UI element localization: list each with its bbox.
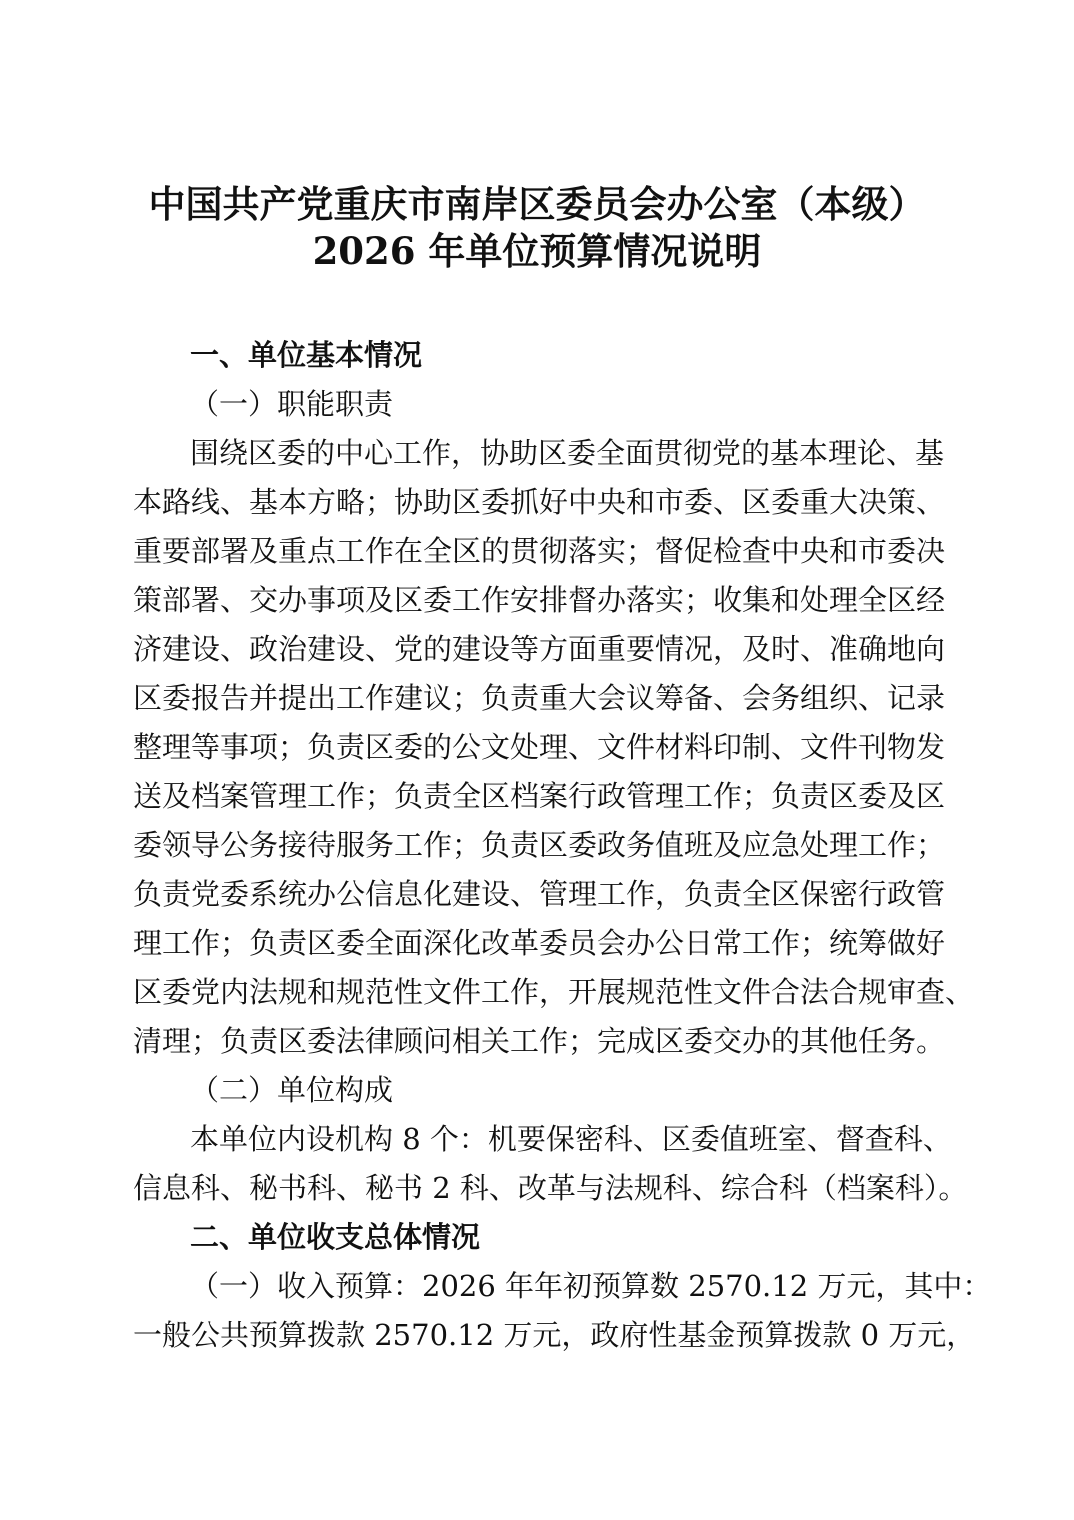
paragraph-line: 负责党委系统办公信息化建设、管理工作，负责全区保密行政管 <box>133 877 946 911</box>
paragraph-line: 区委报告并提出工作建议；负责重大会议筹备、会务组织、记录 <box>133 681 946 715</box>
paragraph-line: 理工作；负责区委全面深化改革委员会办公日常工作；统筹做好 <box>133 926 946 960</box>
section-heading: 一、单位基本情况 <box>190 338 423 372</box>
title-line-1: 中国共产党重庆市南岸区委员会办公室（本级） <box>148 182 926 226</box>
paragraph-line: 委领导公务接待服务工作；负责区委政务值班及应急处理工作； <box>133 828 946 862</box>
paragraph-line: 一般公共预算拨款 2570.12 万元，政府性基金预算拨款 0 万元， <box>133 1318 976 1352</box>
paragraph-line: 区委党内法规和规范性文件工作，开展规范性文件合法合规审查、 <box>133 975 975 1009</box>
paragraph-line: 围绕区委的中心工作，协助区委全面贯彻党的基本理论、基 <box>190 436 945 470</box>
paragraph-line: 重要部署及重点工作在全区的贯彻落实；督促检查中央和市委决 <box>133 534 946 568</box>
subsection-heading: （一）职能职责 <box>190 387 394 421</box>
paragraph-line: 清理；负责区委法律顾问相关工作；完成区委交办的其他任务。 <box>133 1024 946 1058</box>
paragraph-line: （一）收入预算：2026 年年初预算数 2570.12 万元，其中： <box>190 1269 992 1303</box>
paragraph-line: 本路线、基本方略；协助区委抓好中央和市委、区委重大决策、 <box>133 485 946 519</box>
paragraph <box>133 429 975 1066</box>
paragraph-line: 济建设、政治建设、党的建设等方面重要情况，及时、准确地向 <box>133 632 946 666</box>
document-body <box>133 331 992 1360</box>
paragraph-line: 策部署、交办事项及区委工作安排督办落实；收集和处理全区经 <box>133 583 946 617</box>
title-line-2: 2026 年单位预算情况说明 <box>312 229 762 273</box>
paragraph <box>133 1115 968 1213</box>
subsection-heading: （二）单位构成 <box>190 1073 394 1107</box>
paragraph-line: 整理等事项；负责区委的公文处理、文件材料印制、文件刊物发 <box>133 730 946 764</box>
document-title <box>0 181 1074 275</box>
paragraph-line: 送及档案管理工作；负责全区档案行政管理工作；负责区委及区 <box>133 779 946 813</box>
paragraph-line: 本单位内设机构 8 个：机要保密科、区委值班室、督查科、 <box>190 1122 952 1156</box>
section-heading: 二、单位收支总体情况 <box>190 1220 481 1254</box>
paragraph-line: 信息科、秘书科、秘书 2 科、改革与法规科、综合科（档案科）。 <box>133 1171 968 1205</box>
paragraph <box>133 1262 992 1360</box>
